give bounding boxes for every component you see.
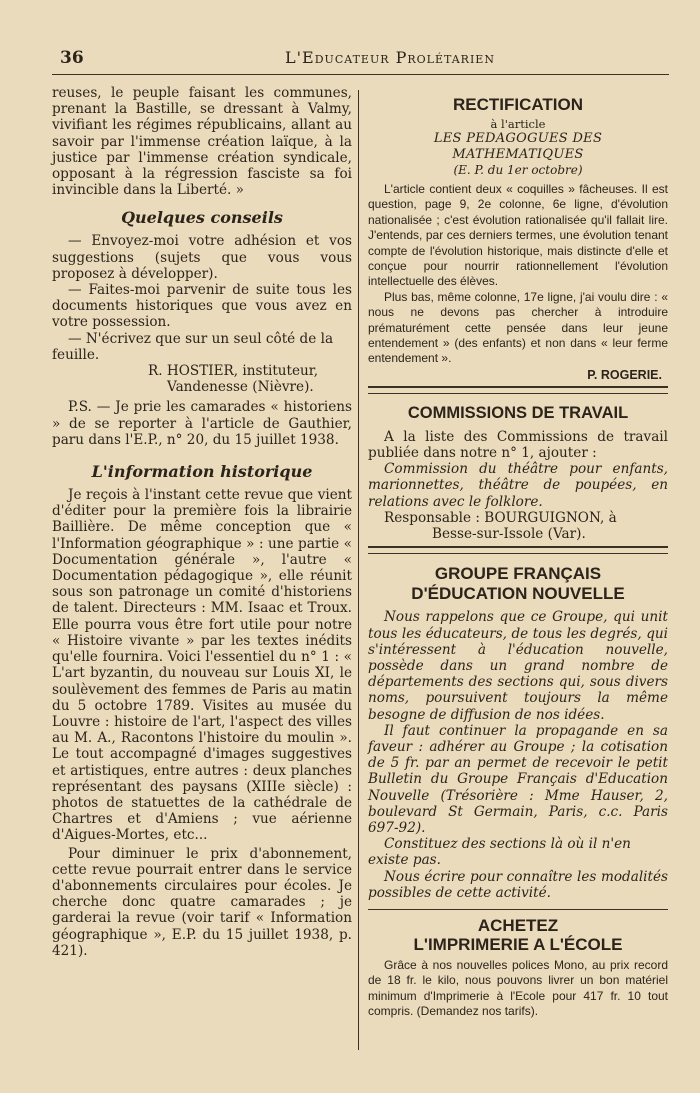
left-column [52, 85, 352, 959]
groupe-paragraph-3: Constituez des sections là où il n'en existe pas. [368, 836, 631, 869]
signature-name: R. HOSTIER, instituteur, [148, 363, 319, 380]
page-number: 36 [60, 48, 84, 68]
conseil-2: — Faites-moi parvenir de suite tous les documents historiques que vous avez en votre possession. [52, 282, 352, 331]
achetez-heading [368, 916, 668, 954]
achetez-paragraph: Grâce à nos nouvelles polices Mono, au prix record de 18 fr. le kilo, nous pouvons livrer un bon matériel minimum d'Imprimerie à l'Ecole pour 417 fr. 10 tout compris. (Demandez nos tarifs). [368, 957, 668, 1019]
conseil-1: — Envoyez-moi votre adhésion et vos suggestions (sujets que vous vous proposez à développer). [52, 233, 352, 282]
commissions-paragraph-1: A la liste des Commissions de travail publiée dans notre n° 1, ajouter : [368, 428, 668, 462]
info-paragraph-1: Je reçois à l'instant cette revue que vient d'éditer pour la première fois la librairie Baillière. De même conception que « l'Information géographique » : une partie « Documentation générale », l'autre « Documentation pédagogique », elle réunit sous son patronage un comité d'historiens de talent. Directeurs : MM. Isaac et Troux. Elle pourra vous être fort utile pour notre « Histoire vivante » par les textes inédits qu'elle fournira. Voici l'essentiel du n° 1 : « L'art byzantin, du nouveau sur Louis XI, le soulèvement des femmes de Paris au matin du 5 octobre 1789. Visites au musée du Louvre : histoire de l'art, l'aspect des villes au M. A., Racontons l'histoire du moulin ». Le tout accompagné d'images suggestives et artistiques, entre autres : deux planches représentant des paysans (XIIIe siècle) : photos de statuettes de la cathédrale de Chartres et d'Amiens ; vue aérienne d'Aigues-Mortes, etc... [52, 487, 352, 844]
conseils-heading: Quelques conseils [121, 208, 283, 228]
groupe-paragraph-1: Nous rappelons que ce Groupe, qui unit tous les éducateurs, de tous les degrés, qui s'intéressent à l'éducation nouvelle, possède dans un grand nombre de départements des sections qui, sous divers noms, poursuivent toujours la même besogne de diffusion de nos idées. [368, 609, 668, 723]
info-heading: L'information historique [91, 462, 313, 482]
rectification-subheading: à l'article [490, 117, 546, 131]
commissions-paragraph-2: Commission du théâtre pour enfants, marionnettes, théâtre de poupées, en relations avec le folklore. [368, 461, 668, 510]
rectification-heading: RECTIFICATION [452, 95, 583, 114]
groupe-heading-line-1: GROUPE FRANÇAIS [434, 564, 602, 584]
groupe-paragraph-4: Nous écrire pour connaître les modalités possibles de cette activité. [368, 868, 668, 901]
intro-paragraph: reuses, le peuple faisant les communes, prenant la Bastille, se dressant à Valmy, vivifiant les régimes républicains, allant au savoir par l'immense création laïque, à la justice par l'immense création syndicale, opposant à la régression fasciste sa foi invincible dans la Liberté. » [52, 85, 352, 199]
commissions-responsible-place: Besse-sur-Issole (Var). [432, 526, 586, 543]
rectification-paragraph-2: Plus bas, même colonne, 17e ligne, j'ai voulu dire : « nous ne devons pas chercher à introduire prématurément cette pensée dans leur jeune entendement » (des enfants) et non dans « leur ferme entendement ». [368, 289, 668, 366]
rectification-article-title: LES PEDAGOGUES DES MATHEMATIQUES [433, 131, 603, 162]
groupe-heading [368, 564, 668, 604]
conseil-3: — N'écrivez que sur un seul côté de la feuille. [52, 330, 334, 363]
running-head: L'Educateur Prolétarien [285, 48, 495, 67]
groupe-heading-line-2: D'ÉDUCATION NOUVELLE [411, 584, 625, 604]
achetez-heading-line-2: L'IMPRIMERIE A L'ÉCOLE [413, 934, 623, 954]
column-divider [358, 90, 359, 1050]
header-rule [52, 74, 669, 75]
commissions-heading: COMMISSIONS DE TRAVAIL [407, 403, 629, 422]
rectification-paragraph-1: L'article contient deux « coquilles » fâcheuses. Il est question, page 9, 2e colonne, 6e ligne, d'évolution nationalisée ; c'est évolution rationalisée qu'il fallait lire. J'entends, par ces derniers termes, une évolution tenant compte de l'évolution historique, mais distincte d'elle et conçue pour nourrir rationnellement l'évolution intellectuelle des élèves. [368, 182, 668, 289]
signature-place: Vandenesse (Nièvre). [167, 379, 314, 396]
section-divider [368, 546, 668, 554]
rectification-reference: (E. P. du 1er octobre) [453, 163, 583, 177]
commissions-responsible: Responsable : BOURGUIGNON, à [384, 509, 617, 526]
right-column [368, 85, 668, 1020]
section-divider [368, 909, 668, 910]
rectification-signature: P. ROGERIE. [587, 367, 662, 382]
section-divider [368, 386, 668, 394]
achetez-heading-line-1: ACHETEZ [477, 915, 559, 935]
groupe-paragraph-2: Il faut continuer la propagande en sa faveur : adhérer au Groupe ; la cotisation de 5 fr. par an permet de recevoir le petit Bulletin du Groupe Français d'Education Nouvelle (Trésorière : Mme Hauser, 2, boulevard St Germain, Paris, c.c. Paris 697-92). [368, 722, 668, 836]
info-paragraph-2: Pour diminuer le prix d'abonnement, cette revue pourrait entrer dans le service d'abonnements circulaires pour écoles. Je cherche donc quatre camarades ; je garderai la revue (voir tarif « Information géographique », E.P. du 15 juillet 1938, p. 421). [52, 845, 352, 959]
postscript: P.S. — Je prie les camarades « historiens » de se reporter à l'article de Gauthier, paru dans l'E.P., n° 20, du 15 juillet 1938. [52, 399, 352, 448]
